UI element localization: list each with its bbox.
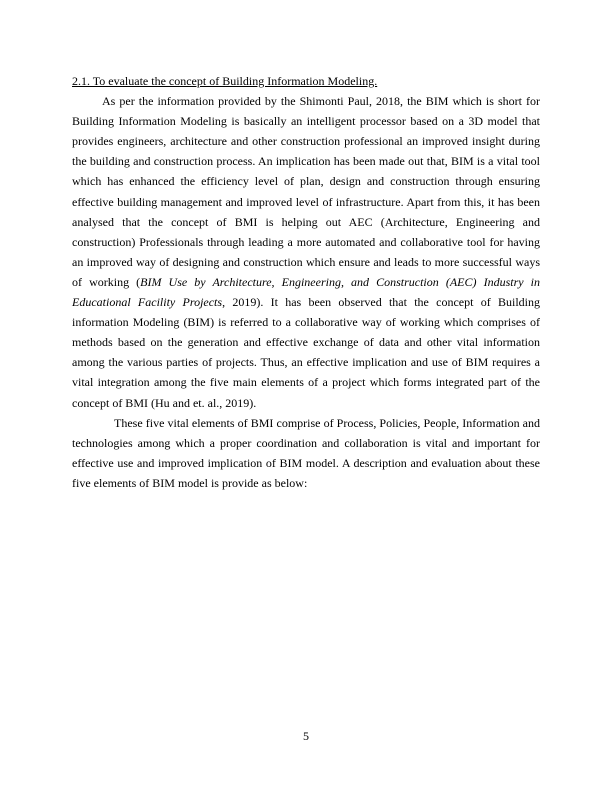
paragraph-1: [72, 91, 540, 413]
section-heading: 2.1. To evaluate the concept of Building Information Modeling.: [72, 74, 378, 88]
page-number: 5: [303, 729, 309, 743]
paragraph-1-text-b: , 2019). It has been observed that the concept of Building information Modeling (BIM) is referred to a collaborative way of working which comprises of methods based on the generation and effective exchange of data and other vital information among the various parties of projects. Thus, an effective implication and use of BIM requires a vital integration among the five main elements of a project which forms integrated part of the concept of BMI (Hu and et. al., 2019).: [72, 295, 540, 410]
body-text: [72, 71, 540, 493]
paragraph-1-text-a: As per the information provided by the Shimonti Paul, 2018, the BIM which is short for Building Information Modeling is basically an intelligent processor based on a 3D model that provides engineers, architecture and other construction professional an improved insight during the building and construction process. An implication has been made out that, BIM is a vital tool which has enhanced the efficiency level of plan, design and construction through ensuring effective building management and improved level of infrastructure. Apart from this, it has been analysed that the concept of BMI is helping out AEC (Architecture, Engineering and construction) Professionals through leading a more automated and collaborative tool for having an improved way of designing and construction which ensure and leads to more successful ways of working (: [72, 94, 540, 289]
paragraph-2: These five vital elements of BMI comprise of Process, Policies, People, Information and technologies among which a proper coordination and collaboration is vital and important for effective use and improved implication of BIM model. A description and evaluation about these five elements of BIM model is provide as below:: [72, 415, 540, 490]
citation-title: BIM Use by Architecture, Engineering, and Construction (AEC) Industry in Educational Facility Projects: [72, 274, 540, 310]
